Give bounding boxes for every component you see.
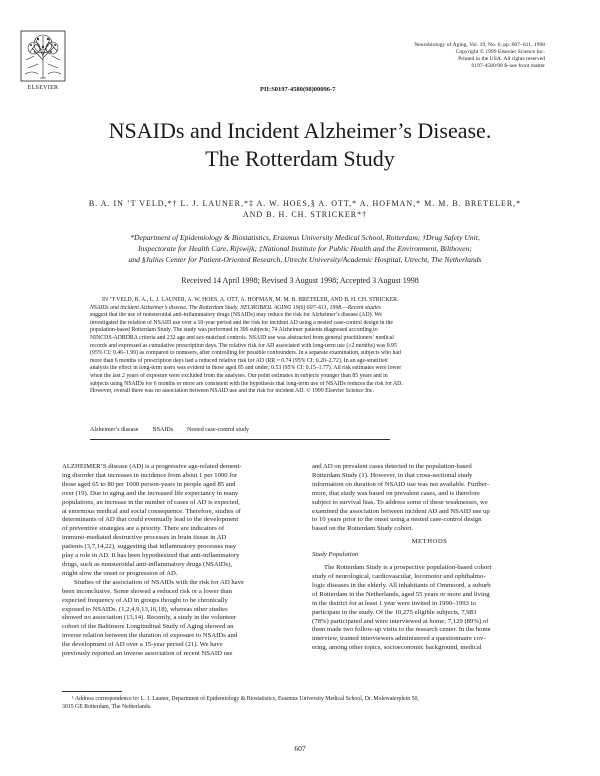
body-line: might slow the onset or progression of AD. (62, 569, 178, 577)
body-line: them made two follow-up visits to the research center. In the home (312, 626, 491, 634)
abstract (90, 297, 555, 396)
body-line: ering, among other topics, socioeconomic background, medical (312, 644, 482, 652)
body-line: ALZHEIMER’S disease (AD) is a progressive age-related dement- (62, 463, 242, 470)
body-line: cohort of the Baltimore Longitudinal Study of Aging showed an (62, 623, 234, 631)
keywords-divider (90, 439, 390, 440)
received-dates: Received 14 April 1998; Revised 3 August 1998; Accepted 3 August 1998 (181, 276, 419, 285)
journal-citation (414, 42, 545, 70)
logo-label: ELSEVIER (27, 85, 59, 91)
abstract-line: population-based Rotterdam Study. The study was performed in 306 subjects; 74 Alzheimer patients diagnosed according to (90, 327, 378, 334)
body-line: more, that study was based on prevalent cases, and is therefore (312, 489, 480, 497)
body-line: in the district for at least 1 year were invited in 1990–1993 to (312, 599, 476, 607)
journal-line: 0197-4580/98 $–see front matter (471, 63, 545, 69)
body-line: based on the Rotterdam Study cohort. (312, 525, 414, 533)
keyword: NSAIDs (152, 427, 174, 433)
authors-line-2: AND B. H. CH. STRICKER*† (242, 210, 368, 219)
body-line: Rotterdam Study (1). However, in that cross-sectional study (312, 471, 473, 479)
body-line: The Rotterdam Study is a prospective population-based cohort (324, 564, 492, 572)
body-column-left (62, 463, 297, 659)
body-line: participate in the study. Of the 10,275 eligible subjects, 7,983 (312, 608, 477, 616)
abstract-line: However, overall there was no association between NSAID use and the risk for incident AD. © 1999 Elsevier Science Inc. (90, 388, 374, 395)
abstract-line: analysis the effect in long-term users was evident in those aged 85 and under; 0.53 (95% CI: 0.15–1.77). All risk estimates were lower (90, 365, 402, 372)
subsection-heading: Study Population (312, 551, 359, 559)
footnote-line: 3015 GE Rotterdam, The Netherlands. (62, 703, 152, 710)
pii-identifier: PII:S0197-4580(98)00096-7 (260, 86, 336, 93)
body-line: over (19). Due to aging and the increased life expectancy in many (62, 489, 239, 497)
keywords (90, 427, 249, 433)
keyword: Nested case-control study (187, 427, 250, 433)
body-line: previously reported an inverse association of recent NSAID use (62, 650, 233, 658)
body-line: information on duration of NSAID use was not available. Further- (312, 480, 490, 488)
body-line: at enormous medical and social consequence. Therefore, studies of (62, 507, 241, 515)
affiliation-line: *Department of Epidemiology & Biostatistics, Erasmus University Medical School, Rotterdam; †Drug Safety Unit, (130, 233, 480, 242)
footnote-line: ¹ Address correspondence to: L. J. Launer, Department of Epidemiology & Biostatistics, Erasmus University Medical School, Dr. Molewaterplein 50, (72, 696, 419, 702)
body-line: subject to survival bias. To address some of these weaknesses, we (312, 498, 488, 506)
section-heading-methods: METHODS (411, 538, 448, 546)
body-line: Studies of the association of NSAIDs with the risk for AD have (74, 578, 244, 586)
body-line: immuno-mediated destructive processes in brain tissue in AD (62, 534, 227, 542)
body-line: examined the association between incident AD and NSAID use up (312, 507, 490, 515)
page-number: 607 (294, 744, 306, 753)
authors-line-1: B. A. IN ’T VELD,*† L. J. LAUNER,*‡ A. W. HOES,§ A. OTT,* A. HOFMAN,* M. M. B. BRETELER,* (88, 199, 522, 208)
affiliation-line: and §Julius Center for Patient-Oriented Research, Utrecht University/Academic Hospital, Utrecht, The Netherlands (128, 255, 482, 264)
affiliation-line: Inspectorate for Health Care, Rijswijk; ‡National Institute for Public Health and the Environment, Bilthoven; (138, 244, 472, 253)
body-line: inverse relation between the duration of exposure to NSAIDs and (62, 632, 238, 640)
abstract-line: subjects using NSAIDs for 6 months or more are consistent with the hypothesis that long-term use of NSAIDs reduces the risk for AD. (90, 380, 403, 387)
journal-line: Printed in the USA. All rights reserved (458, 56, 545, 62)
article-title-line-1: NSAIDs and Incident Alzheimer’s Disease. (108, 118, 492, 143)
body-line: drugs, such as nonsteroidal anti-inflammatory drugs (NSAIDs), (62, 560, 233, 568)
body-line: the development of AD over a 15-year period (21). We have (62, 641, 223, 649)
abstract-line: suggest that the use of nonsteroidal anti-inflammatory drugs (NSAIDs) may reduce the risk for Alzheimer’s disease (AD). We (90, 312, 382, 319)
footnote (62, 696, 552, 711)
keyword: Alzheimer’s disease (90, 427, 139, 433)
abstract-line: (95% CI: 0.46–1.99) as compared to nonusers, after controlling for possible confounders. In a separate examination, subjects who had (90, 350, 401, 357)
abstract-line: records and expressed as cumulative prescription days. The relative risk for AD associated with long-term use (≥2 months) was 0.95 (90, 342, 397, 349)
journal-line: Neurobiology of Aging, Vol. 19, No. 6, pp. 607–611, 1998 (414, 42, 545, 48)
article-title-line-2: The Rotterdam Study (205, 146, 395, 171)
body-line: those aged 65 to 80 per 1000 person-years in people aged 85 and (62, 480, 236, 488)
abstract-line: more than 6 months of prescription days had a reduced relative risk for AD (RR = 0.74 (95% CI: 0.20–2.72). In an age-stratified (90, 357, 388, 364)
journal-line: Copyright © 1999 Elsevier Science Inc. (455, 49, 545, 55)
abstract-line: investigated the relation of NSAID use over a 10-year period and the risk for incident AD using a nested case-control design in the (90, 319, 393, 326)
elsevier-logo (20, 30, 66, 82)
body-line: interview, trained interviewers administered a questionnaire cov- (312, 635, 486, 643)
body-line: study of neurological, cardiovascular, locomotor and ophthalmo- (312, 572, 486, 580)
body-line: play a role in AD. It has been hypothesized that anti-inflammatory (62, 552, 240, 560)
body-line: exposed to NSAIDs. (1,2,4,9,13,16,18), whereas other studies (62, 605, 228, 613)
body-line: and AD on prevalent cases detected in the population-based (312, 463, 472, 470)
abstract-line: NINCDS-ADRDRA criteria and 232 age and sex-matched controls. NSAID use was abstracted from general practitioners’ medical (90, 334, 394, 341)
body-line: showed no association (13,14). Recently, a study in the volunteer (62, 614, 237, 622)
body-line: of preventive strategies are a priority. There are indicators of (62, 525, 225, 533)
body-column-right (312, 463, 547, 653)
body-line: been inconclusive. Some showed a reduced risk or a lower than (62, 587, 232, 595)
body-line: logic diseases in the elderly. All inhabitants of Ommoord, a suburb (312, 581, 491, 589)
footnote-divider (62, 691, 122, 692)
abstract-line: when the last 2 years of exposure were excluded from the analyses. Our point estimates in subjects younger than 85 years and in (90, 372, 388, 379)
body-line: of Rotterdam in the Netherlands, aged 55 years or more and living (312, 590, 490, 598)
body-line: patients (3,7,14,22), suggesting that inflammatory processes may (62, 543, 237, 551)
body-line: populations, an increase in the number of cases of AD is expected, (62, 498, 240, 506)
abstract-line: NSAIDs and incident Alzheimer’s disease. The Rotterdam Study. NEUROBIOL AGING 19(6) 607–611, 1998.—Recent studies (90, 304, 382, 311)
body-line: (78%) participated and were interviewed at home; 7,129 (89%) of (312, 617, 489, 625)
abstract-line: IN ’T VELD, B. A., L. J. LAUNER, A. W. HOES, A. OTT, A. HOFMAN, M. M. B. BRETELER, AND B. H. CH. STRICKER. (102, 297, 399, 303)
body-line: expected frequency of AD in groups thought to be chronically (62, 596, 228, 604)
body-line: to 10 years prior to the onset using a nested case-control design (312, 516, 482, 524)
body-line: determinants of AD that could eventually lead to the development (62, 516, 239, 524)
body-line: ing disorder that increases in incidence from about 1 per 1000 for (62, 471, 238, 479)
